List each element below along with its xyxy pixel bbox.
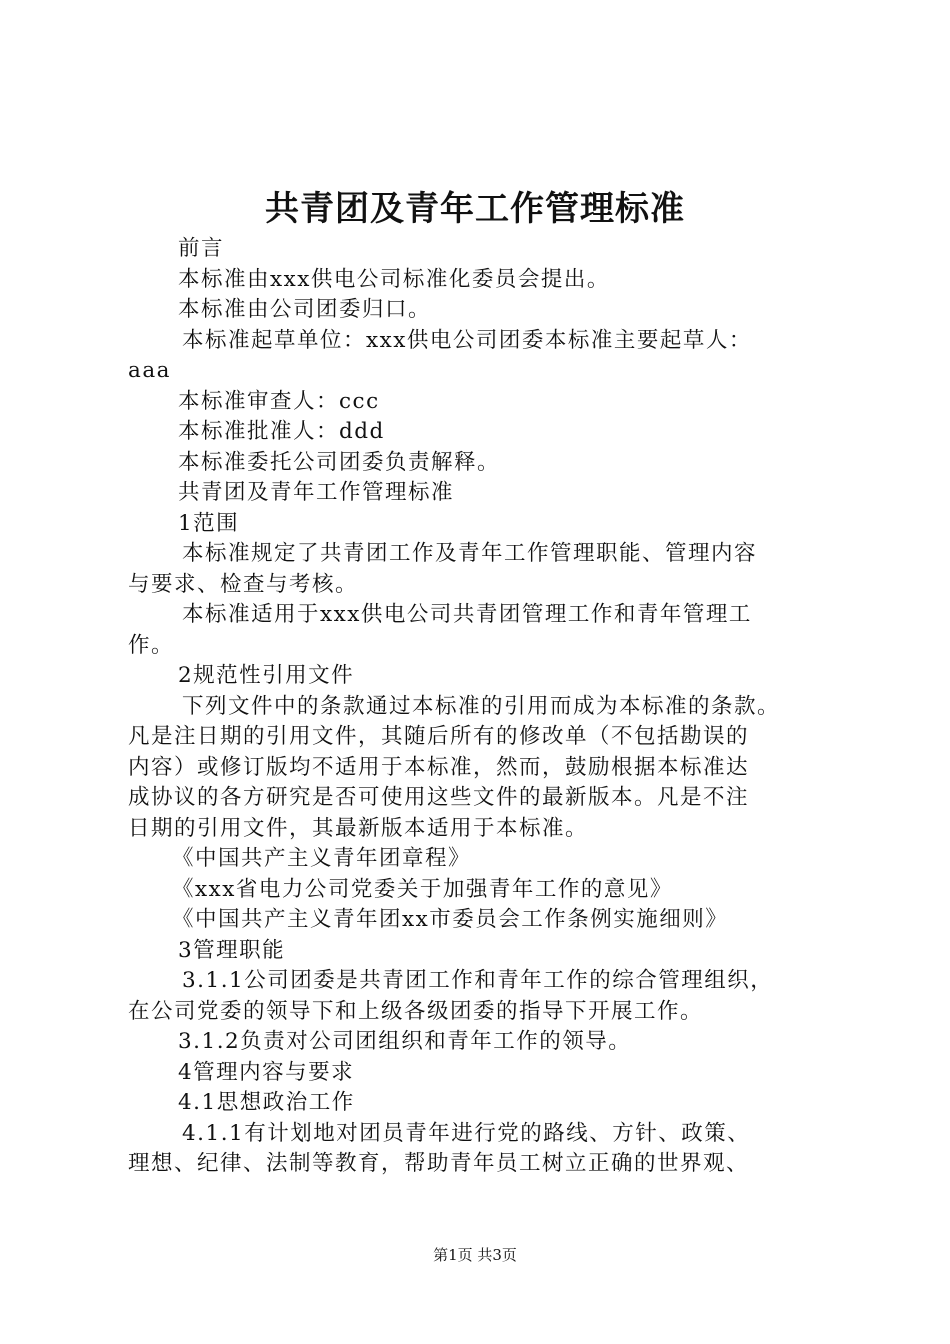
section-heading: 1范围 bbox=[178, 510, 240, 536]
paragraph-line: 本标准批准人：ddd bbox=[178, 419, 385, 444]
paragraph-line: 3.1.1公司团委是共青团工作和青年工作的综合管理组织， bbox=[182, 968, 774, 993]
section-heading: 4管理内容与要求 bbox=[178, 1059, 355, 1085]
paragraph-line: 在公司党委的领导下和上级各级团委的指导下开展工作。 bbox=[128, 998, 704, 1024]
reference-item: 《中国共产主义青年团xx市委员会工作条例实施细则》 bbox=[172, 907, 729, 932]
paragraph-line: 本标准由公司团委归口。 bbox=[178, 297, 432, 322]
paragraph-line: 本标准起草单位：xxx供电公司团委本标准主要起草人： bbox=[182, 327, 752, 353]
reference-item: 《中国共产主义青年团章程》 bbox=[172, 846, 472, 871]
paragraph-line: 理想、纪律、法制等教育，帮助青年员工树立正确的世界观、 bbox=[128, 1151, 750, 1176]
paragraph-line: 凡是注日期的引用文件，其随后所有的修改单（不包括勘误的 bbox=[128, 724, 750, 749]
paragraph-line: 内容）或修订版均不适用于本标准，然而，鼓励根据本标准达 bbox=[128, 754, 750, 780]
paragraph-line: aaa bbox=[128, 358, 171, 383]
document-title: 共青团及青年工作管理标准 bbox=[265, 189, 685, 229]
section-heading: 2规范性引用文件 bbox=[178, 663, 355, 688]
reference-item: 《xxx省电力公司党委关于加强青年工作的意见》 bbox=[172, 876, 673, 902]
paragraph-line: 3.1.2负责对公司团组织和青年工作的领导。 bbox=[178, 1029, 632, 1054]
section-heading: 3管理职能 bbox=[178, 937, 286, 963]
paragraph-line: 本标准规定了共青团工作及青年工作管理职能、管理内容 bbox=[182, 541, 758, 566]
standard-subtitle: 共青团及青年工作管理标准 bbox=[178, 480, 455, 505]
paragraph-line: 本标准由xxx供电公司标准化委员会提出。 bbox=[178, 266, 610, 292]
page-number: 第1页 共3页 bbox=[433, 1246, 517, 1264]
paragraph-line: 本标准适用于xxx供电公司共青团管理工作和青年管理工 bbox=[182, 602, 752, 627]
document-body bbox=[128, 234, 840, 1180]
paragraph-line: 本标准审查人：ccc bbox=[178, 388, 380, 414]
paragraph-line: 作。 bbox=[128, 632, 175, 658]
subsection-heading: 4.1思想政治工作 bbox=[178, 1090, 355, 1115]
paragraph-line: 日期的引用文件，其最新版本适用于本标准。 bbox=[128, 815, 589, 841]
paragraph-line: 成协议的各方研究是否可使用这些文件的最新版本。凡是不注 bbox=[128, 785, 750, 810]
paragraph-line: 本标准委托公司团委负责解释。 bbox=[178, 449, 501, 475]
paragraph-line: 下列文件中的条款通过本标准的引用而成为本标准的条款。 bbox=[182, 693, 781, 719]
preface-heading: 前言 bbox=[178, 236, 225, 261]
paragraph-line: 与要求、检查与考核。 bbox=[128, 571, 359, 597]
paragraph-line: 4.1.1有计划地对团员青年进行党的路线、方针、政策、 bbox=[182, 1120, 751, 1146]
